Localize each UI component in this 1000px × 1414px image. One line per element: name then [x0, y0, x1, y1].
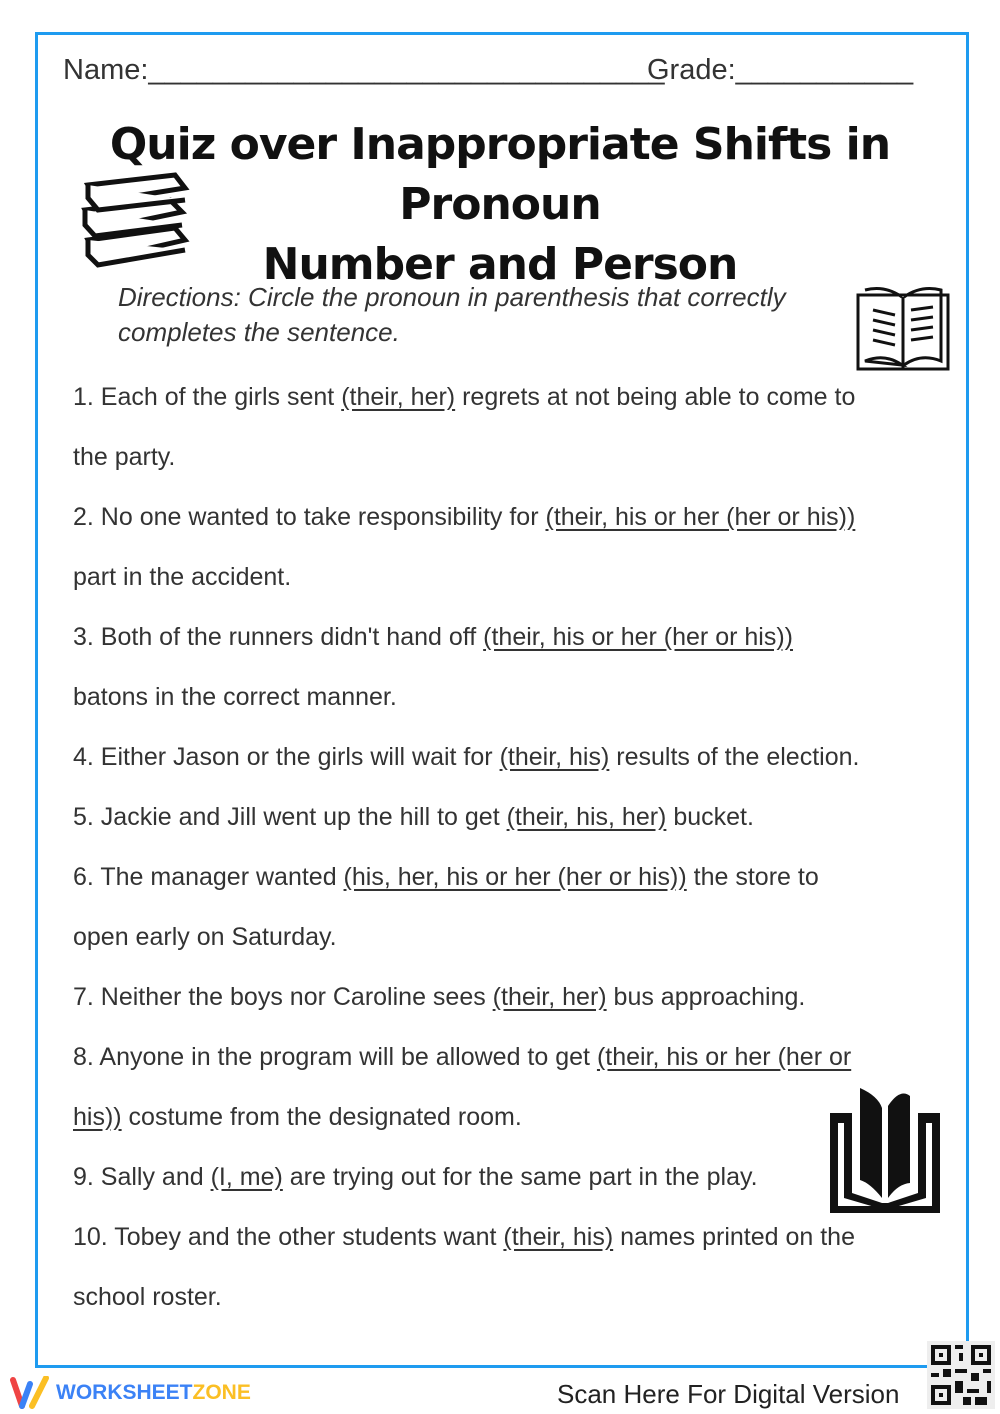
sentence-text: regrets at not being able to come to [455, 383, 856, 411]
page-title [60, 115, 940, 295]
sentence-text: 6. The manager wanted [73, 863, 344, 891]
grade-field[interactable]: Grade:___________ [647, 54, 914, 86]
question-line [73, 743, 859, 772]
worksheetzone-logo[interactable] [10, 1376, 251, 1410]
question-line [73, 983, 805, 1012]
sentence-text: 4. Either Jason or the girls will wait for [73, 743, 500, 771]
sentence-text: are trying out for the same part in the play. [282, 1163, 758, 1191]
name-field[interactable]: Name:________________________________ [63, 54, 665, 86]
sentence-text: the store to [686, 863, 819, 891]
sentence-text: 2. No one wanted to take responsibility for [73, 503, 546, 531]
sentence-text: bus approaching. [606, 983, 806, 1011]
qr-code-icon[interactable] [927, 1341, 995, 1409]
question-line [73, 443, 175, 472]
sentence-text: 10. Tobey and the other students want [73, 1223, 504, 1251]
sentence-text: bucket. [666, 803, 754, 831]
pronoun-choices[interactable]: (their, his) [499, 743, 610, 771]
logo-text-zone: ZONE [192, 1381, 251, 1404]
sentence-text: costume from the designated room. [121, 1103, 522, 1131]
question-line [73, 1283, 222, 1312]
sentence-text: school roster. [73, 1283, 222, 1311]
sentence-text: 5. Jackie and Jill went up the hill to get [73, 803, 507, 831]
sentence-text: part in the accident. [73, 563, 292, 591]
question-line [73, 1103, 522, 1132]
pronoun-choices[interactable]: (their, her) [492, 983, 607, 1011]
question-line [73, 1163, 758, 1192]
sentence-text: results of the election. [609, 743, 860, 771]
sentence-text: open early on Saturday. [73, 923, 337, 951]
pronoun-choices[interactable]: (their, his or her (her or his)) [545, 503, 856, 531]
sentence-text: the party. [73, 443, 176, 471]
sentence-text: names printed on the [613, 1223, 855, 1251]
question-line [73, 563, 291, 592]
pronoun-choices[interactable]: (his, her, his or her (her or his)) [343, 863, 687, 891]
pronoun-choices[interactable]: (I, me) [210, 1163, 283, 1191]
sentence-text: batons in the correct manner. [73, 683, 397, 711]
books-stack-icon [80, 170, 190, 270]
question-line [73, 683, 397, 712]
sentence-text: 1. Each of the girls sent [73, 383, 342, 411]
title-line-2: Number and Person [262, 239, 738, 290]
directions: Directions: Circle the pronoun in parenthesis that correctly completes the sentence. [118, 282, 786, 347]
title-line-1: Quiz over Inappropriate Shifts in Pronoun [109, 119, 891, 230]
sentence-text: 9. Sally and [73, 1163, 211, 1191]
question-line [73, 1043, 851, 1072]
question-line [73, 383, 855, 412]
sentence-text: 7. Neither the boys nor Caroline sees [73, 983, 493, 1011]
pronoun-choices[interactable]: his)) [73, 1103, 122, 1131]
question-line [73, 503, 855, 532]
scan-label: Scan Here For Digital Version [557, 1379, 900, 1409]
pronoun-choices[interactable]: (their, her) [341, 383, 456, 411]
pronoun-choices[interactable]: (their, his, her) [506, 803, 667, 831]
question-line [73, 803, 754, 832]
logo-w-icon [10, 1376, 52, 1410]
pronoun-choices[interactable]: (their, his or her (her or his)) [483, 623, 793, 651]
pronoun-choices[interactable]: (their, his) [503, 1223, 614, 1251]
pronoun-choices[interactable]: (their, his or her (her or [596, 1043, 852, 1071]
sentence-text: 3. Both of the runners didn't hand off [73, 623, 484, 651]
book-icon [830, 1088, 940, 1213]
question-line [73, 1223, 855, 1252]
question-line [73, 923, 337, 952]
open-book-icon [855, 285, 951, 373]
sentence-text: 8. Anyone in the program will be allowed to get [73, 1043, 597, 1071]
question-line [73, 863, 819, 892]
logo-text-worksheet: WORKSHEET [56, 1381, 193, 1404]
question-line [73, 623, 793, 652]
